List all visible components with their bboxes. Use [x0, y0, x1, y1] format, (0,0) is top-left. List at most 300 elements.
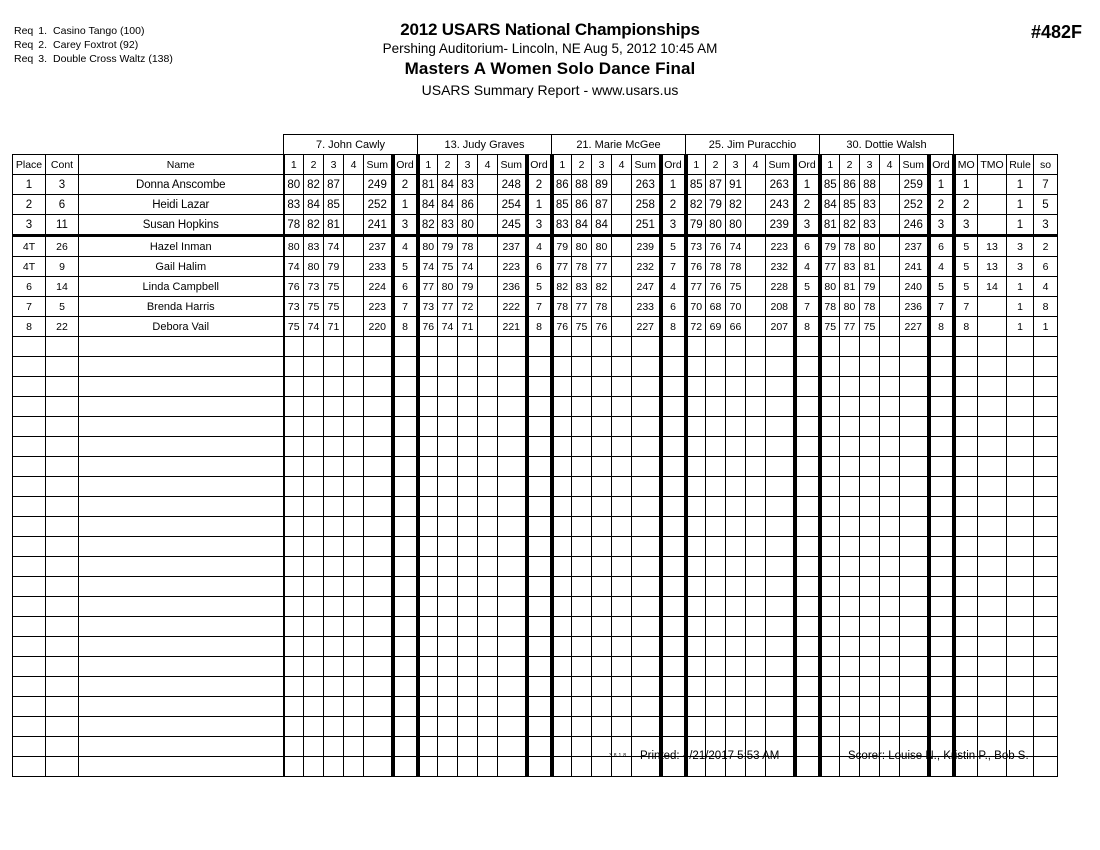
- cell-empty: [418, 397, 438, 417]
- cell-empty: [46, 397, 79, 417]
- cell-empty: [1007, 437, 1034, 457]
- column-header-row: [13, 155, 1058, 175]
- cell-empty: [364, 477, 393, 497]
- cell-empty: [572, 557, 592, 577]
- cell-empty: [1007, 397, 1034, 417]
- cell-empty: [1034, 497, 1058, 517]
- cell-empty: [661, 537, 686, 557]
- cell-judge1-score2: 80: [304, 257, 324, 277]
- cell-empty: [860, 537, 880, 557]
- cell-judge1-ord: 2: [393, 175, 418, 195]
- cell-empty: [900, 717, 929, 737]
- table-row: [13, 297, 1058, 317]
- cell-judge2-score4: [478, 215, 498, 236]
- cell-empty: [880, 377, 900, 397]
- cell-empty: [592, 697, 612, 717]
- cell-empty: [686, 377, 706, 397]
- cell-empty: [978, 337, 1007, 357]
- header-judge4-ord: Ord: [795, 155, 820, 175]
- cell-empty: [324, 677, 344, 697]
- cell-judge4-score1: 70: [686, 297, 706, 317]
- cell-empty: [344, 417, 364, 437]
- cell-mo: 1: [954, 175, 978, 195]
- cell-empty: [900, 437, 929, 457]
- cell-empty: [344, 677, 364, 697]
- cell-judge1-score4: [344, 257, 364, 277]
- cell-empty: [344, 577, 364, 597]
- cell-judge1-score3: 79: [324, 257, 344, 277]
- cell-judge2-score3: 80: [458, 215, 478, 236]
- cell-empty: [661, 337, 686, 357]
- cell-empty: [880, 497, 900, 517]
- cell-empty: [79, 617, 284, 637]
- cell-judge2-score2: 79: [438, 236, 458, 257]
- cell-empty: [572, 597, 592, 617]
- cell-empty: [304, 497, 324, 517]
- cell-empty: [418, 717, 438, 737]
- cell-judge4-sum: 232: [766, 257, 795, 277]
- cell-empty: [527, 457, 552, 477]
- cell-empty: [860, 597, 880, 617]
- cell-empty: [860, 497, 880, 517]
- cell-empty: [418, 357, 438, 377]
- cell-empty: [46, 577, 79, 597]
- cell-empty: [324, 657, 344, 677]
- cell-empty: [552, 677, 572, 697]
- cell-empty: [572, 357, 592, 377]
- cell-empty: [284, 617, 304, 637]
- cell-empty: [364, 677, 393, 697]
- cell-judge1-sum: 233: [364, 257, 393, 277]
- cell-empty: [632, 617, 661, 637]
- header-judge4-score4: 4: [746, 155, 766, 175]
- cell-empty: [929, 437, 954, 457]
- cell-empty: [13, 537, 46, 557]
- cell-empty: [478, 537, 498, 557]
- cell-empty: [632, 457, 661, 477]
- cell-empty: [766, 617, 795, 637]
- table-row-empty: [13, 357, 1058, 377]
- cell-empty: [527, 597, 552, 617]
- cell-empty: [612, 517, 632, 537]
- cell-empty: [527, 477, 552, 497]
- cell-judge4-ord: 5: [795, 277, 820, 297]
- cell-empty: [632, 417, 661, 437]
- cell-empty: [438, 437, 458, 457]
- cell-judge3-score3: 84: [592, 215, 612, 236]
- cell-empty: [498, 437, 527, 457]
- cell-empty: [726, 677, 746, 697]
- cell-empty: [458, 357, 478, 377]
- cell-empty: [706, 457, 726, 477]
- header-judge3-score1: 1: [552, 155, 572, 175]
- cell-rule: 1: [1007, 215, 1034, 236]
- cell-empty: [929, 697, 954, 717]
- cell-empty: [840, 377, 860, 397]
- cell-judge2-score4: [478, 277, 498, 297]
- cell-judge3-score3: 76: [592, 317, 612, 337]
- cell-empty: [900, 377, 929, 397]
- cell-empty: [929, 377, 954, 397]
- header-judge4-score3: 3: [726, 155, 746, 175]
- cell-empty: [438, 377, 458, 397]
- cell-empty: [820, 637, 840, 657]
- cell-empty: [1034, 657, 1058, 677]
- cell-so: 6: [1034, 257, 1058, 277]
- cell-empty: [978, 517, 1007, 537]
- cell-empty: [552, 697, 572, 717]
- cell-empty: [304, 597, 324, 617]
- cell-place: 4T: [13, 257, 46, 277]
- cell-empty: [766, 657, 795, 677]
- cell-judge4-score1: 79: [686, 215, 706, 236]
- cell-empty: [686, 357, 706, 377]
- cell-judge2-ord: 7: [527, 297, 552, 317]
- requirement-number: 1.: [38, 25, 48, 37]
- cell-empty: [860, 417, 880, 437]
- cell-empty: [458, 397, 478, 417]
- cell-empty: [46, 357, 79, 377]
- cell-empty: [860, 357, 880, 377]
- cell-empty: [1007, 457, 1034, 477]
- cell-judge1-ord: 3: [393, 215, 418, 236]
- cell-judge4-sum: 243: [766, 195, 795, 215]
- cell-empty: [438, 357, 458, 377]
- cell-empty: [820, 417, 840, 437]
- cell-empty: [1034, 517, 1058, 537]
- cell-empty: [612, 537, 632, 557]
- cell-empty: [900, 597, 929, 617]
- cell-judge4-score2: 76: [706, 277, 726, 297]
- cell-empty: [954, 537, 978, 557]
- cell-empty: [498, 497, 527, 517]
- cell-empty: [478, 437, 498, 457]
- cell-empty: [46, 677, 79, 697]
- cell-empty: [458, 337, 478, 357]
- cell-judge3-score1: 76: [552, 317, 572, 337]
- cell-empty: [46, 697, 79, 717]
- cell-empty: [860, 477, 880, 497]
- cell-empty: [746, 337, 766, 357]
- cell-empty: [1034, 337, 1058, 357]
- cell-empty: [880, 637, 900, 657]
- cell-empty: [978, 457, 1007, 477]
- table-row-empty: [13, 497, 1058, 517]
- cell-judge5-score4: [880, 195, 900, 215]
- cell-judge5-score4: [880, 175, 900, 195]
- cell-empty: [46, 337, 79, 357]
- cell-empty: [1007, 417, 1034, 437]
- cell-empty: [498, 537, 527, 557]
- cell-judge3-score2: 75: [572, 317, 592, 337]
- cell-empty: [418, 597, 438, 617]
- judge-name-5: 30. Dottie Walsh: [820, 135, 954, 155]
- cell-judge4-score4: [746, 317, 766, 337]
- cell-empty: [284, 397, 304, 417]
- cell-empty: [978, 437, 1007, 457]
- cell-empty: [661, 417, 686, 437]
- header-judge1-sum: Sum: [364, 155, 393, 175]
- cell-empty: [766, 597, 795, 617]
- cell-empty: [304, 417, 324, 437]
- judge-header-row: [13, 135, 1058, 155]
- cell-empty: [612, 657, 632, 677]
- cell-judge3-ord: 4: [661, 277, 686, 297]
- cell-empty: [632, 337, 661, 357]
- cell-empty: [978, 417, 1007, 437]
- cell-empty: [13, 477, 46, 497]
- cell-empty: [79, 577, 284, 597]
- cell-empty: [795, 377, 820, 397]
- cell-empty: [880, 617, 900, 637]
- table-row-empty: [13, 577, 1058, 597]
- cell-empty: [820, 437, 840, 457]
- cell-empty: [364, 377, 393, 397]
- cell-empty: [552, 357, 572, 377]
- cell-empty: [795, 497, 820, 517]
- cell-judge1-score4: [344, 297, 364, 317]
- cell-empty: [364, 337, 393, 357]
- cell-empty: [900, 617, 929, 637]
- cell-empty: [527, 377, 552, 397]
- cell-judge1-ord: 6: [393, 277, 418, 297]
- cell-empty: [498, 517, 527, 537]
- cell-empty: [364, 557, 393, 577]
- cell-empty: [726, 477, 746, 497]
- cell-empty: [840, 697, 860, 717]
- cell-judge3-sum: 233: [632, 297, 661, 317]
- cell-empty: [552, 537, 572, 557]
- cell-empty: [860, 437, 880, 457]
- cell-judge5-score2: 86: [840, 175, 860, 195]
- cell-empty: [552, 717, 572, 737]
- cell-empty: [418, 697, 438, 717]
- cell-judge5-ord: 3: [929, 215, 954, 236]
- cell-judge5-score1: 81: [820, 215, 840, 236]
- cell-empty: [324, 597, 344, 617]
- cell-empty: [527, 437, 552, 457]
- cell-judge3-score3: 78: [592, 297, 612, 317]
- cell-empty: [929, 537, 954, 557]
- cell-empty: [364, 697, 393, 717]
- cell-empty: [686, 417, 706, 437]
- cell-judge1-score1: 76: [284, 277, 304, 297]
- header-rule: Rule: [1007, 155, 1034, 175]
- header-judge3-score2: 2: [572, 155, 592, 175]
- cell-empty: [820, 497, 840, 517]
- cell-empty: [552, 457, 572, 477]
- cell-mo: 5: [954, 257, 978, 277]
- cell-empty: [820, 477, 840, 497]
- cell-empty: [612, 677, 632, 697]
- table-row-empty: [13, 397, 1058, 417]
- cell-empty: [880, 717, 900, 737]
- cell-judge5-score4: [880, 215, 900, 236]
- cell-judge4-ord: 4: [795, 257, 820, 277]
- cell-empty: [795, 417, 820, 437]
- cell-judge5-ord: 1: [929, 175, 954, 195]
- cell-empty: [954, 357, 978, 377]
- cell-empty: [746, 517, 766, 537]
- cell-empty: [324, 697, 344, 717]
- cell-empty: [13, 517, 46, 537]
- cell-empty: [978, 537, 1007, 557]
- cell-empty: [304, 397, 324, 417]
- header-judge1-score4: 4: [344, 155, 364, 175]
- cell-empty: [929, 517, 954, 537]
- cell-skater-name: Donna Anscombe: [79, 175, 284, 195]
- cell-cont: 5: [46, 297, 79, 317]
- cell-judge5-ord: 4: [929, 257, 954, 277]
- cell-empty: [726, 537, 746, 557]
- cell-empty: [632, 717, 661, 737]
- cell-empty: [1034, 617, 1058, 637]
- cell-mo: 5: [954, 236, 978, 257]
- table-row-empty: [13, 477, 1058, 497]
- cell-judge2-ord: 3: [527, 215, 552, 236]
- cell-empty: [880, 397, 900, 417]
- cell-empty: [632, 637, 661, 657]
- cell-judge2-sum: 245: [498, 215, 527, 236]
- cell-cont: 6: [46, 195, 79, 215]
- cell-judge3-sum: 247: [632, 277, 661, 297]
- cell-judge4-score2: 69: [706, 317, 726, 337]
- cell-judge4-score4: [746, 257, 766, 277]
- header-judge1-ord: Ord: [393, 155, 418, 175]
- cell-empty: [498, 397, 527, 417]
- cell-empty: [478, 657, 498, 677]
- cell-empty: [954, 477, 978, 497]
- cell-empty: [706, 657, 726, 677]
- cell-empty: [46, 477, 79, 497]
- cell-judge5-sum: 252: [900, 195, 929, 215]
- cell-empty: [929, 597, 954, 617]
- cell-empty: [686, 477, 706, 497]
- cell-empty: [820, 377, 840, 397]
- cell-empty: [632, 597, 661, 617]
- cell-tmo: [978, 195, 1007, 215]
- cell-empty: [572, 437, 592, 457]
- requirements-list: [14, 24, 173, 66]
- cell-judge3-ord: 3: [661, 215, 686, 236]
- cell-empty: [726, 377, 746, 397]
- cell-empty: [1007, 537, 1034, 557]
- cell-empty: [612, 457, 632, 477]
- cell-empty: [324, 457, 344, 477]
- cell-empty: [661, 457, 686, 477]
- cell-empty: [880, 597, 900, 617]
- report-footer: [12, 750, 1047, 768]
- cell-judge3-score3: 82: [592, 277, 612, 297]
- cell-judge4-score1: 73: [686, 236, 706, 257]
- cell-empty: [527, 657, 552, 677]
- cell-empty: [438, 457, 458, 477]
- cell-cont: 11: [46, 215, 79, 236]
- cell-judge5-score3: 81: [860, 257, 880, 277]
- table-row-empty: [13, 557, 1058, 577]
- cell-empty: [612, 357, 632, 377]
- cell-judge5-score1: 79: [820, 236, 840, 257]
- cell-empty: [900, 517, 929, 537]
- cell-judge4-sum: 207: [766, 317, 795, 337]
- cell-empty: [438, 697, 458, 717]
- cell-so: 4: [1034, 277, 1058, 297]
- cell-empty: [344, 717, 364, 737]
- cell-judge4-score3: 70: [726, 297, 746, 317]
- cell-empty: [661, 577, 686, 597]
- cell-empty: [478, 637, 498, 657]
- cell-empty: [324, 477, 344, 497]
- cell-judge1-score2: 73: [304, 277, 324, 297]
- cell-empty: [284, 497, 304, 517]
- cell-empty: [304, 617, 324, 637]
- cell-empty: [304, 337, 324, 357]
- cell-judge2-ord: 1: [527, 195, 552, 215]
- cell-empty: [820, 537, 840, 557]
- table-row-empty: [13, 697, 1058, 717]
- cell-empty: [46, 417, 79, 437]
- cell-empty: [706, 397, 726, 417]
- cell-judge3-ord: 7: [661, 257, 686, 277]
- cell-empty: [840, 457, 860, 477]
- cell-judge1-score4: [344, 277, 364, 297]
- cell-empty: [1034, 397, 1058, 417]
- cell-empty: [458, 557, 478, 577]
- cell-empty: [954, 397, 978, 417]
- cell-so: 8: [1034, 297, 1058, 317]
- cell-empty: [13, 497, 46, 517]
- cell-empty: [686, 617, 706, 637]
- table-row: [13, 236, 1058, 257]
- cell-empty: [820, 717, 840, 737]
- cell-empty: [344, 657, 364, 677]
- cell-empty: [795, 617, 820, 637]
- cell-empty: [46, 637, 79, 657]
- cell-judge2-score3: 71: [458, 317, 478, 337]
- cell-judge5-score3: 80: [860, 236, 880, 257]
- cell-empty: [478, 477, 498, 497]
- cell-empty: [1034, 457, 1058, 477]
- cell-empty: [746, 477, 766, 497]
- cell-empty: [572, 637, 592, 657]
- printed-timestamp: Printed: 4/21/2017 5:53 AM: [640, 750, 780, 762]
- cell-rule: 1: [1007, 317, 1034, 337]
- cell-empty: [900, 457, 929, 477]
- cell-empty: [304, 637, 324, 657]
- cell-empty: [726, 517, 746, 537]
- cell-empty: [478, 357, 498, 377]
- cell-judge1-score3: 75: [324, 277, 344, 297]
- cell-empty: [686, 557, 706, 577]
- cell-empty: [438, 677, 458, 697]
- cell-empty: [880, 697, 900, 717]
- cell-empty: [954, 637, 978, 657]
- cell-empty: [726, 637, 746, 657]
- header-judge5-score2: 2: [840, 155, 860, 175]
- cell-rule: 3: [1007, 236, 1034, 257]
- cell-empty: [840, 657, 860, 677]
- cell-empty: [746, 597, 766, 617]
- cell-judge5-ord: 2: [929, 195, 954, 215]
- cell-empty: [458, 637, 478, 657]
- cell-empty: [592, 397, 612, 417]
- cell-empty: [766, 477, 795, 497]
- cell-judge1-sum: 223: [364, 297, 393, 317]
- cell-empty: [612, 397, 632, 417]
- cell-empty: [900, 477, 929, 497]
- cell-empty: [795, 677, 820, 697]
- cell-judge4-score3: 74: [726, 236, 746, 257]
